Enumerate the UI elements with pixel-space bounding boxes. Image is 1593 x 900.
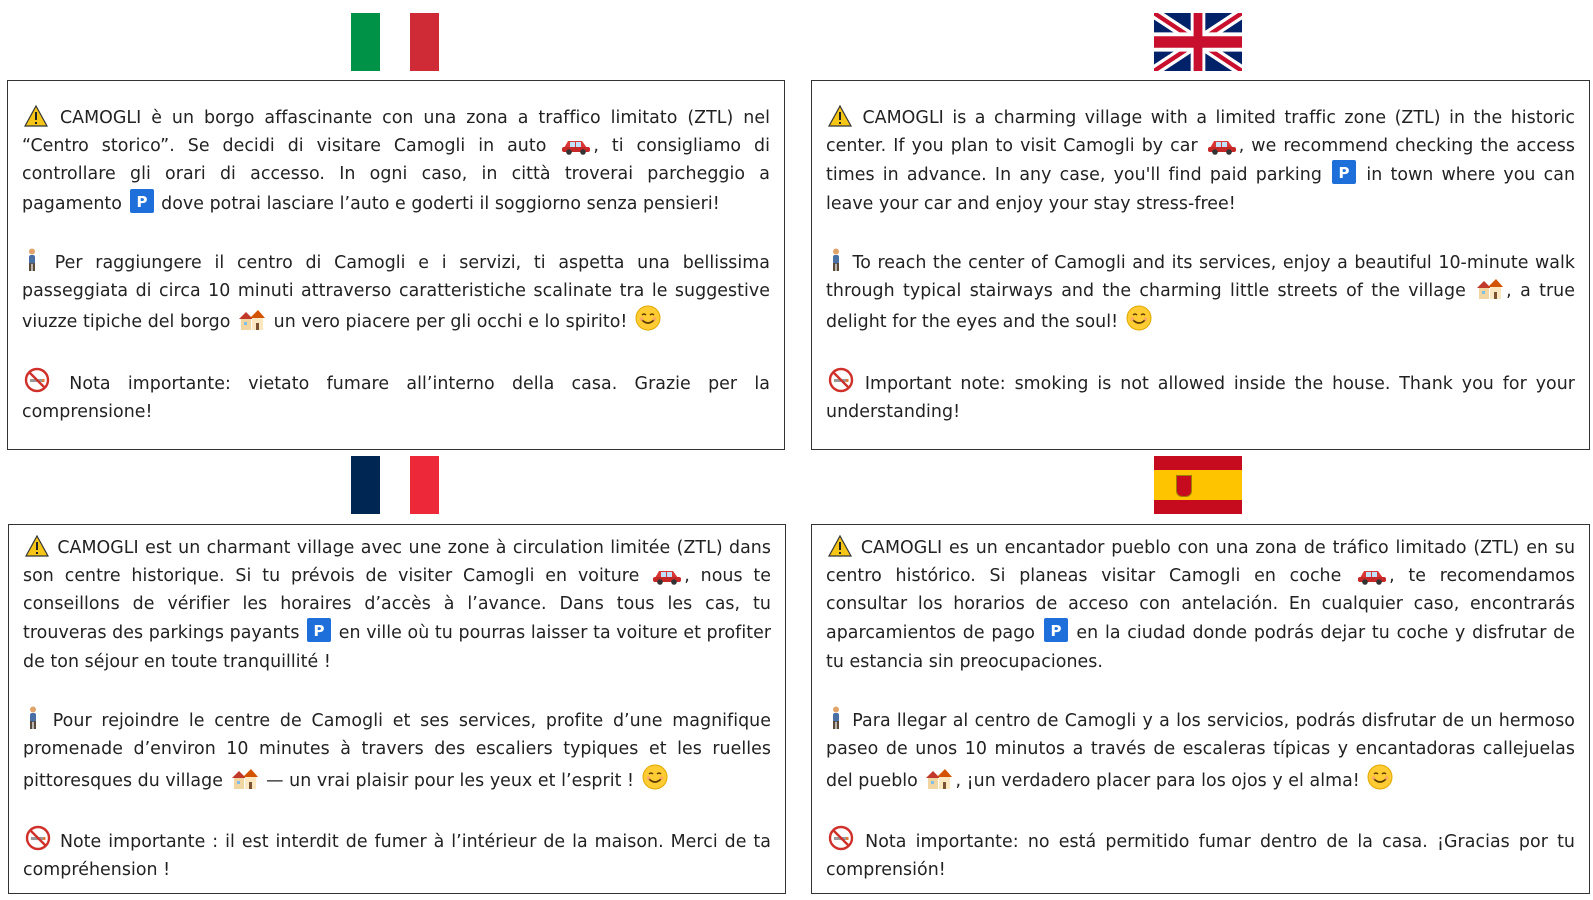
english-paragraph-walk: To reach the center of Camogli and its services, enjoy a beautiful 10-minute walk through typical stairways and the charming little streets of the village , a true delight for the eyes and the soul!: [826, 248, 1575, 337]
no-smoking-icon: [25, 825, 51, 851]
car-icon: [1207, 137, 1237, 155]
parking-icon: [130, 189, 154, 213]
smiling-face-icon: [1367, 764, 1393, 790]
english-text-box: [811, 80, 1590, 450]
warning-icon: [828, 105, 852, 127]
warning-icon: [828, 535, 852, 557]
smiling-face-icon: [642, 764, 668, 790]
warning-icon: [25, 535, 49, 557]
houses-icon: [1476, 278, 1504, 300]
houses-icon: [925, 768, 953, 790]
parking-icon: [1044, 618, 1068, 642]
car-icon: [652, 567, 682, 585]
italian-flag: [351, 13, 439, 71]
parking-icon: [1332, 160, 1356, 184]
car-icon: [1357, 567, 1387, 585]
smiling-face-icon: [1126, 305, 1152, 331]
french-paragraph-access: CAMOGLI est un charmant village avec une zone à circulation limitée (ZTL) dans son centre historique. Si tu prévois de visiter Camogli en voiture , nous te conseillons de vérifier les horaires d’accès à l’avance. Dans tous les cas, tu trouveras des parkings payants P en ville où tu pourras laisser ta voiture et profiter de ton séjour en toute tranquillité !: [23, 534, 771, 676]
spanish-paragraph-access: CAMOGLI es un encantador pueblo con una zona de tráfico limitado (ZTL) en su centro histórico. Si planeas visitar Camogli en coche , te recomendamos consultar los horarios de acceso con antelación. En cualquier caso, encontrarás aparcamientos de pago P en la ciudad donde podrás dejar tu coche y disfrutar de tu estancia sin preocupaciones.: [826, 534, 1575, 676]
smiling-face-icon: [635, 305, 661, 331]
svg-text:P: P: [1338, 164, 1350, 183]
parking-icon: [307, 618, 331, 642]
english-paragraph-smoking: Important note: smoking is not allowed inside the house. Thank you for your understanding!: [826, 367, 1575, 427]
walking-person-icon: [24, 248, 40, 272]
svg-text:P: P: [1050, 622, 1062, 641]
warning-icon: [24, 105, 48, 127]
italian-paragraph-access: CAMOGLI è un borgo affascinante con una zona a traffico limitato (ZTL) nel “Centro storico”. Se decidi di visitare Camogli in auto , ti consigliamo di controllare gli orari di accesso. In ogni caso, in città troverai parcheggio a pagamento P dove potrai lasciare l’auto e goderti il soggiorno senza pensieri!: [22, 104, 770, 218]
svg-text:P: P: [313, 622, 325, 641]
houses-icon: [238, 309, 266, 331]
spanish-paragraph-smoking: Nota importante: no está permitido fumar dentro de la casa. ¡Gracias por tu comprensión!: [826, 825, 1575, 885]
french-paragraph-walk: Pour rejoindre le centre de Camogli et ses services, profite d’une magnifique promenade d’environ 10 minutes à travers des escaliers typiques et les ruelles pittoresques du village — un vrai plaisir pour les yeux et l’esprit !: [23, 706, 771, 795]
spanish-paragraph-walk: Para llegar al centro de Camogli y a los servicios, podrás disfrutar de un hermoso paseo de unos 10 minutos a través de escaleras típicas y encantadoras callejuelas del pueblo , ¡un verdadero placer para los ojos y el alma!: [826, 706, 1575, 795]
french-paragraph-smoking: Note importante : il est interdit de fumer à l’intérieur de la maison. Merci de ta compréhension !: [23, 825, 771, 885]
spanish-flag: [1154, 456, 1242, 514]
italian-paragraph-walk: Per raggiungere il centro di Camogli e i servizi, ti aspetta una bellissima passeggiata di circa 10 minuti attraverso caratteristiche scalinate tra le suggestive viuzze tipiche del borgo un vero piacere per gli occhi e lo spirito!: [22, 248, 770, 337]
italian-text-box: [7, 80, 785, 450]
french-text-box: [8, 524, 786, 894]
car-icon: [561, 137, 591, 155]
no-smoking-icon: [828, 825, 854, 851]
no-smoking-icon: [24, 367, 50, 393]
uk-flag: [1154, 13, 1242, 71]
walking-person-icon: [828, 706, 844, 730]
spanish-coat-of-arms: [1176, 475, 1192, 497]
italian-paragraph-smoking: Nota importante: vietato fumare all’interno della casa. Grazie per la comprensione!: [22, 367, 770, 427]
walking-person-icon: [25, 706, 41, 730]
houses-icon: [231, 768, 259, 790]
walking-person-icon: [828, 248, 844, 272]
no-smoking-icon: [828, 367, 854, 393]
svg-text:P: P: [136, 192, 148, 211]
english-paragraph-access: CAMOGLI is a charming village with a limited traffic zone (ZTL) in the historic center. If you plan to visit Camogli by car , we recommend checking the access times in advance. In any case, you'll find paid parking P in town where you can leave your car and enjoy your stay stress-free!: [826, 104, 1575, 218]
french-flag: [351, 456, 439, 514]
spanish-text-box: [811, 524, 1590, 894]
